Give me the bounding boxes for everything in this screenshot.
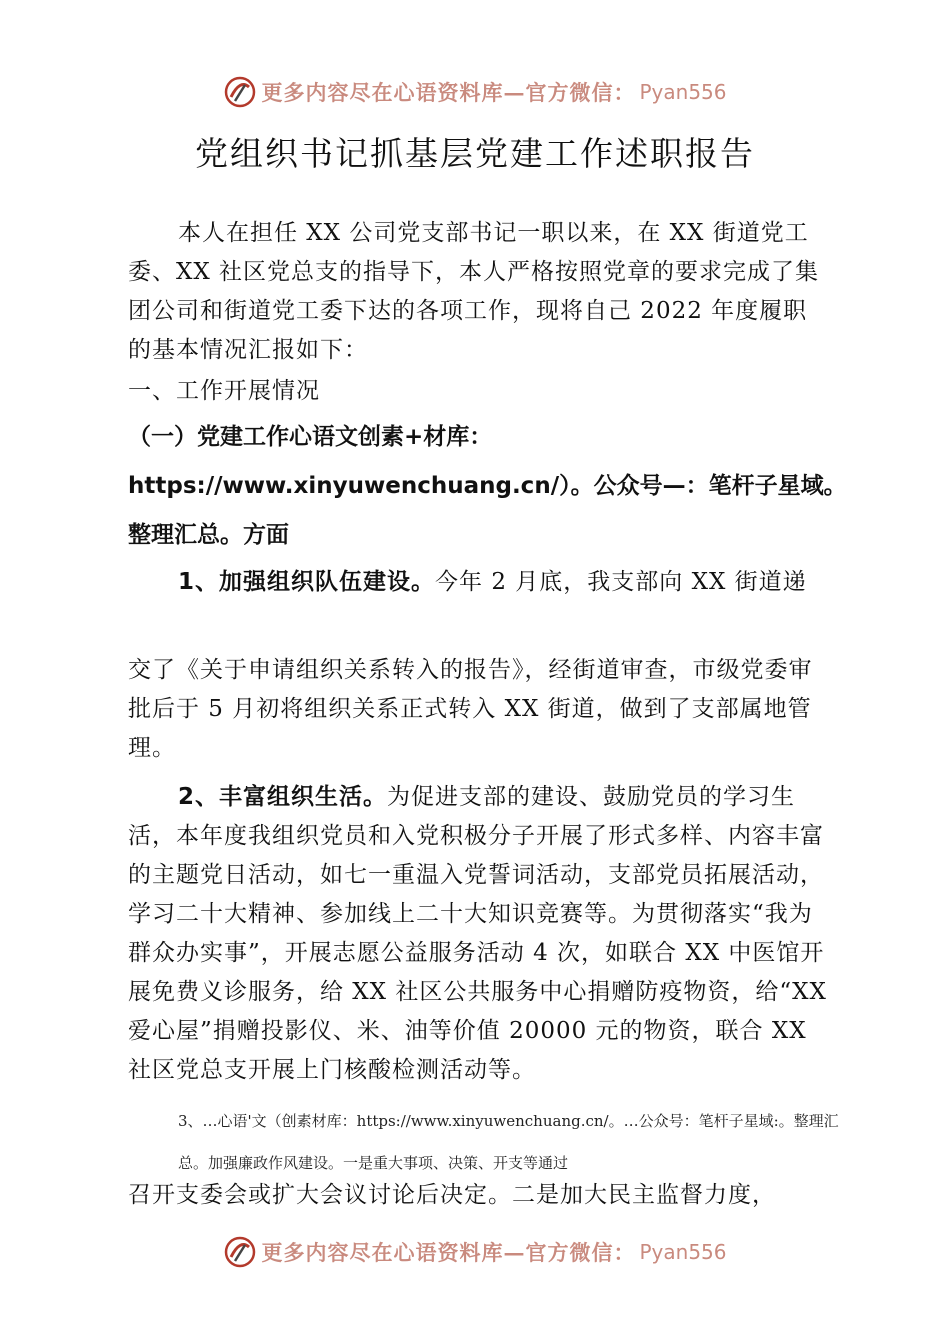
subsection-heading: （一）党建工作心语文创素+材库：https://www.xinyuwenchuang.cn/）。公众号—：笔杆子星域。整理汇总。方面 xyxy=(128,424,847,548)
footer-watermark-banner xyxy=(0,1232,950,1272)
header-watermark-banner xyxy=(0,72,950,112)
item2-body: 为促进支部的建设、鼓励党员的学习生活，本年度我组织党员和入党积极分子开展了形式多样、内容丰富的主题党日活动，如七一重温入党誓词活动，支部党员拓展活动，学习二十大精神、参加线上二十大知识竞赛等。为贯彻落实“我为群众办实事”，开展志愿公益服务活动 4 次，如联合 XX 中医馆开展免费义诊服务，给 XX 社区公共服务中心捐赠防疫物资，给“XX 爱心屋”捐赠投影仪、米、油等价值 20000 元的物资，联合 XX 社区党总支开展上门核酸检测活动等。 xyxy=(128,784,827,1083)
item1-lead: 1、加强组织队伍建设。 xyxy=(178,569,436,595)
item1-first-text: 今年 2 月底，我支部向 XX 街道递 xyxy=(435,569,807,595)
brand-logo-icon xyxy=(223,1235,257,1269)
item3-continuation: 召开支委会或扩大会议讨论后决定。二是加大民主监督力度， xyxy=(128,1182,776,1208)
item2-paragraph xyxy=(128,778,828,1090)
banner-wechat-id: Pyan556 xyxy=(639,80,727,104)
page-title: 党组织书记抓基层党建工作述职报告 xyxy=(195,134,755,173)
item1-rest: 交了《关于申请组织关系转入的报告》，经街道审查，市级党委审批后于 5 月初将组织关系正式转入 XX 街道，做到了支部属地管理。 xyxy=(128,657,813,761)
section-heading: 一、工作开展情况 xyxy=(128,378,320,404)
banner-text: 更多内容尽在心语资料库—官方微信： xyxy=(261,1240,636,1265)
item1-first-line xyxy=(178,563,848,602)
item2-lead: 2、丰富组织生活。 xyxy=(178,784,388,810)
banner-wechat-id: Pyan556 xyxy=(639,1240,727,1264)
brand-logo-icon xyxy=(223,75,257,109)
intro-paragraph: 本人在担任 XX 公司党支部书记一职以来，在 XX 街道党工委、XX 社区党总支的指导下，本人严格按照党章的要求完成了集团公司和街道党工委下达的各项工作，现将自己 2022 年度履职的基本情况汇报如下： xyxy=(128,220,820,363)
item3-small-text: 3、…心语'文（创素材库：https://www.xinyuwenchuang.cn/。…公众号：笔杆子星域:。整理汇总。加强廉政作风建设。一是重大事项、决策、开支等通过 xyxy=(178,1112,839,1172)
banner-text: 更多内容尽在心语资料库—官方微信： xyxy=(261,80,636,105)
